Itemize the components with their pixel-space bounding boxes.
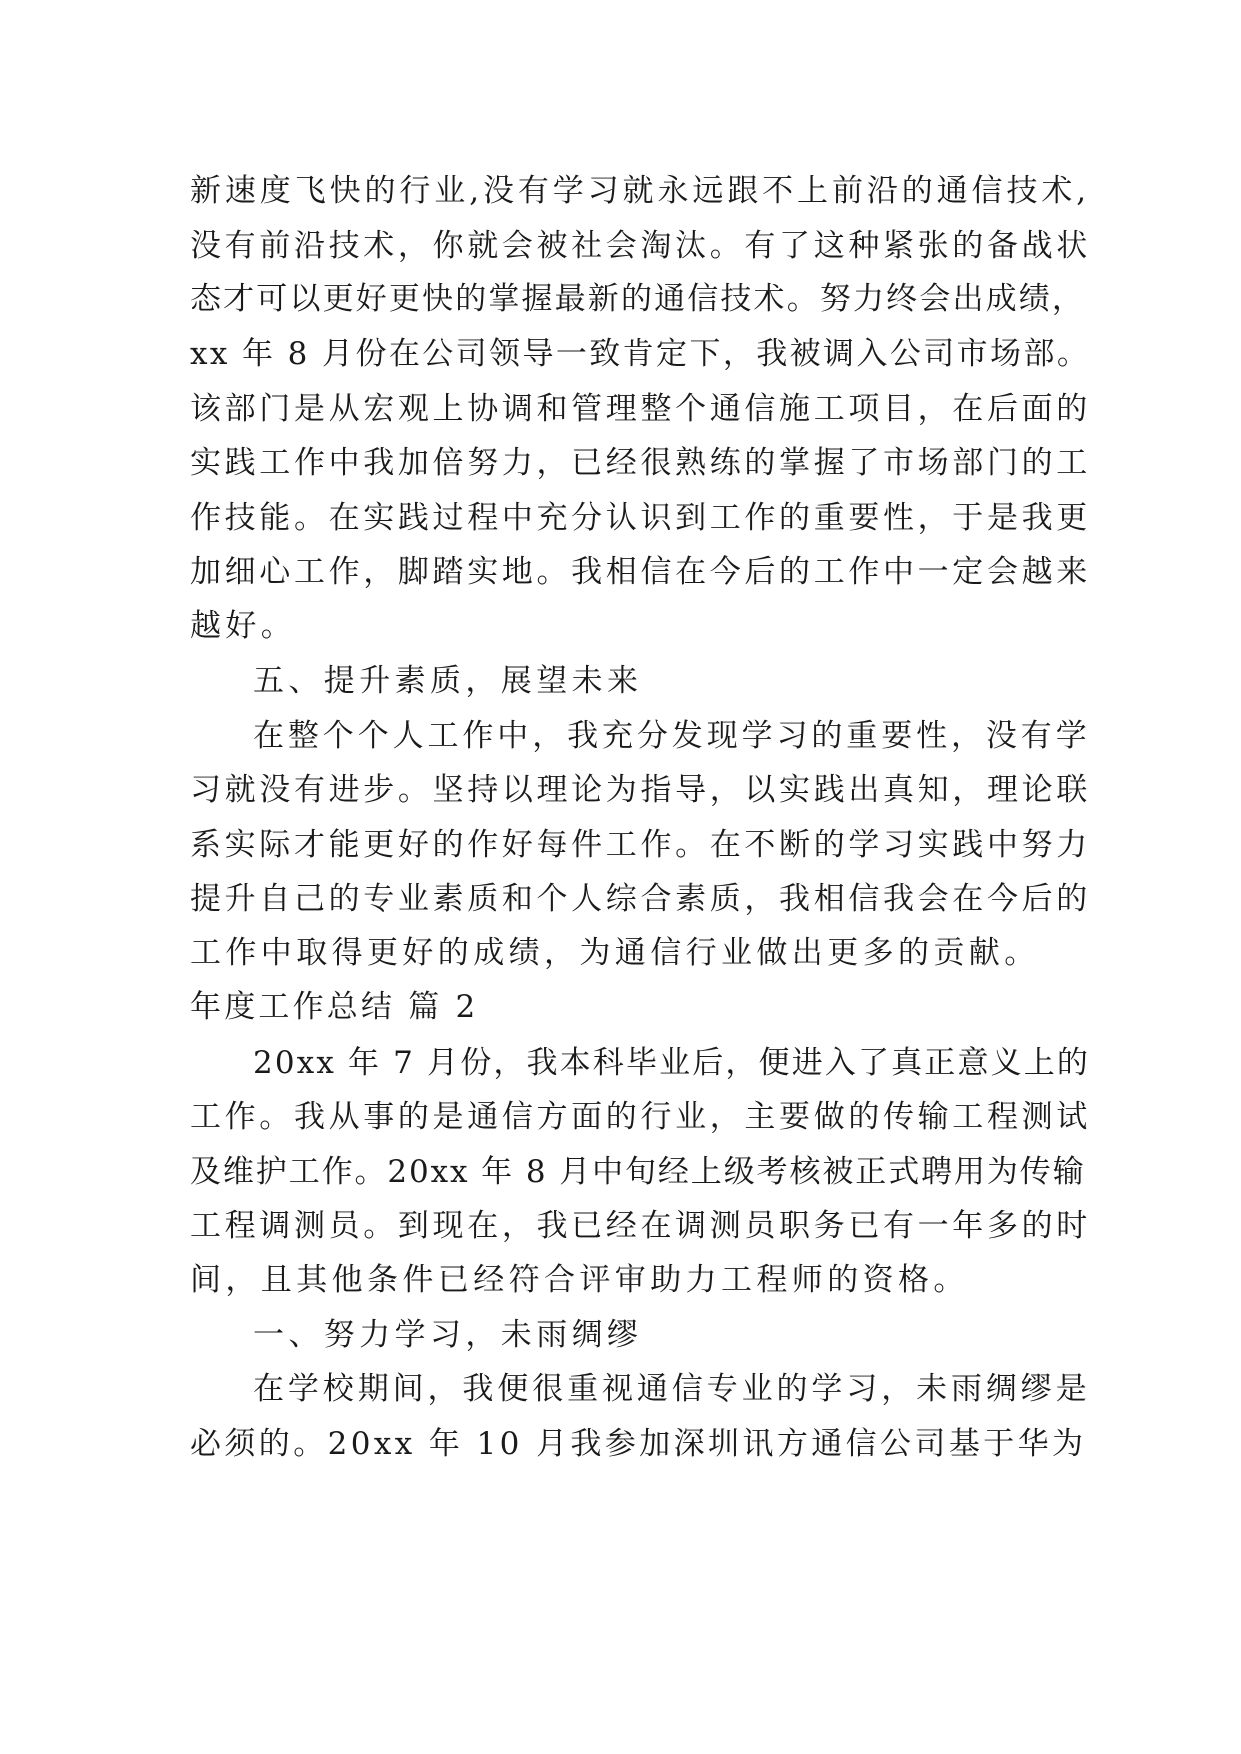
paragraph-line: 在整个个人工作中，我充分发现学习的重要性，没有学	[253, 718, 1091, 754]
paragraph-line: 提升自己的专业素质和个人综合素质，我相信我会在今后的	[190, 881, 1091, 917]
paragraph-line: 系实际才能更好的作好每件工作。在不断的学习实践中努力	[190, 827, 1091, 863]
document-title: 年度工作总结 篇 2	[190, 989, 479, 1025]
paragraph-line: 必须的。20xx 年 10 月我参加深圳讯方通信公司基于华为	[190, 1426, 1087, 1462]
paragraph-line: 该部门是从宏观上协调和管理整个通信施工项目，在后面的	[190, 391, 1091, 427]
paragraph-line: 工作。我从事的是通信方面的行业，主要做的传输工程测试	[190, 1099, 1091, 1135]
paragraph-line: 间，且其他条件已经符合评审助力工程师的资格。	[190, 1262, 969, 1298]
paragraph-line: 加细心工作，脚踏实地。我相信在今后的工作中一定会越来	[190, 554, 1091, 590]
paragraph-line: 新速度飞快的行业,没有学习就永远跟不上前沿的通信技术,	[190, 173, 1091, 209]
paragraph-line: 实践工作中我加倍努力，已经很熟练的掌握了市场部门的工	[190, 445, 1091, 481]
paragraph-line: 没有前沿技术，你就会被社会淘汰。有了这种紧张的备战状	[190, 228, 1091, 264]
paragraph-line: 习就没有进步。坚持以理论为指导，以实践出真知，理论联	[190, 772, 1091, 808]
paragraph-line: 工作中取得更好的成绩，为通信行业做出更多的贡献。	[190, 935, 1040, 971]
paragraph-line: 工程调测员。到现在，我已经在调测员职务已有一年多的时	[190, 1208, 1091, 1244]
section-heading: 五、提升素质，展望未来	[253, 663, 643, 699]
paragraph-line: 作技能。在实践过程中充分认识到工作的重要性，于是我更	[190, 500, 1091, 536]
section-heading: 一、努力学习，未雨绸缪	[253, 1317, 643, 1353]
paragraph-line: 及维护工作。20xx 年 8 月中旬经上级考核被正式聘用为传输	[190, 1154, 1086, 1190]
paragraph-line: 越好。	[190, 608, 297, 644]
paragraph-line: 20xx 年 7 月份，我本科毕业后，便进入了真正意义上的	[253, 1045, 1091, 1081]
paragraph-line: 在学校期间，我便很重视通信专业的学习，未雨绸缪是	[253, 1371, 1091, 1407]
paragraph-line: xx 年 8 月份在公司领导一致肯定下，我被调入公司市场部。	[190, 336, 1091, 372]
paragraph-line: 态才可以更好更快的掌握最新的通信技术。努力终会出成绩，	[190, 281, 1086, 317]
